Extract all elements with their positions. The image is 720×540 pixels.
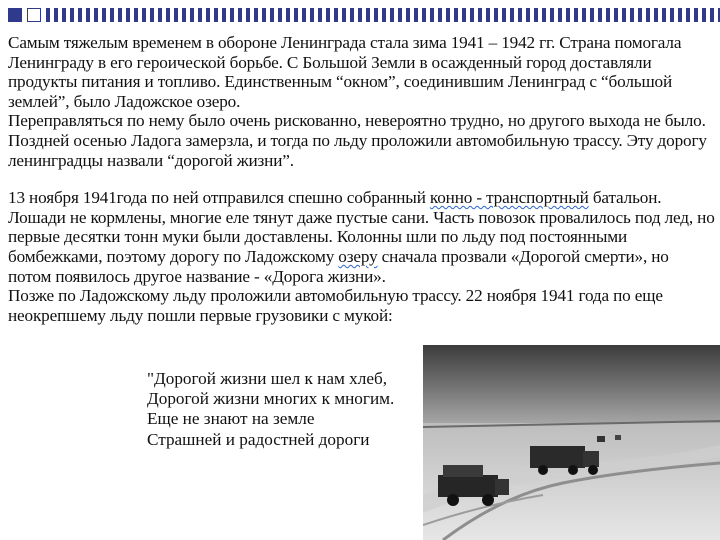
slide-header-decoration (0, 0, 720, 30)
poem-quote (147, 369, 394, 450)
photo-illustration (423, 345, 720, 540)
slide-body (8, 33, 716, 325)
header-square (8, 8, 22, 22)
paragraph-battalion-part: батальон. Лошади не кормлены, многие еле тянут даже пустые сани. Часть повозок провалилось под лед, но первые десятки тонн муки были доставлены. Колонны шли по льду под постоянными бомбежками, поэтому дорогу по Ладожскому (8, 188, 715, 266)
paragraph-ice-road: Поздней осенью Ладога замерзла, и тогда по льду проложили автомобильную трассу. Эту дорогу ленинградцы назвали “дорогой жизни”. (8, 130, 707, 170)
header-stripe-band (46, 8, 720, 22)
historical-photo-trucks-on-ice (423, 345, 720, 540)
header-square (27, 8, 41, 22)
paragraph-battalion (8, 188, 716, 286)
photo-sky (423, 345, 720, 425)
spellcheck-flagged-word: озеру (338, 246, 378, 266)
spellcheck-flagged-word: конно - транспортный (429, 188, 589, 208)
poem-line: Еще не знают на земле (147, 409, 315, 429)
paragraph-winter: Самым тяжелым временем в обороне Ленинграда стала зима 1941 – 1942 гг. Страна помогала Ленинграду в его героической борьбе. С Большой Земли в осажденный город доставляли продукты питания и топливо. Единственным “окном”, соединившим Ленинград с “большой землей”, было Ладожское озеро. (8, 33, 682, 111)
paragraph-trucks: Позже по Ладожскому льду проложили автомобильную трассу. 22 ноября 1941 года по еще неокрепшему льду пошли первые грузовики с мукой: (8, 286, 663, 325)
poem-line: Страшней и радостней дороги (147, 429, 370, 449)
poem-line: Дорогой жизни многих к многим. (147, 389, 395, 409)
paragraph-crossing: Переправляться по нему было очень рискованно, невероятно трудно, но другого выхода не было. (8, 111, 706, 131)
poem-line: "Дорогой жизни шел к нам хлеб, (147, 369, 388, 388)
paragraph-battalion-part: 13 ноября 1941года по ней отправился спешно собранный (8, 188, 430, 208)
paragraph-battalion-part: сначала прозвали «Дорогой смерти», но потом появилось другое название - «Дорога жизни». (8, 246, 669, 286)
